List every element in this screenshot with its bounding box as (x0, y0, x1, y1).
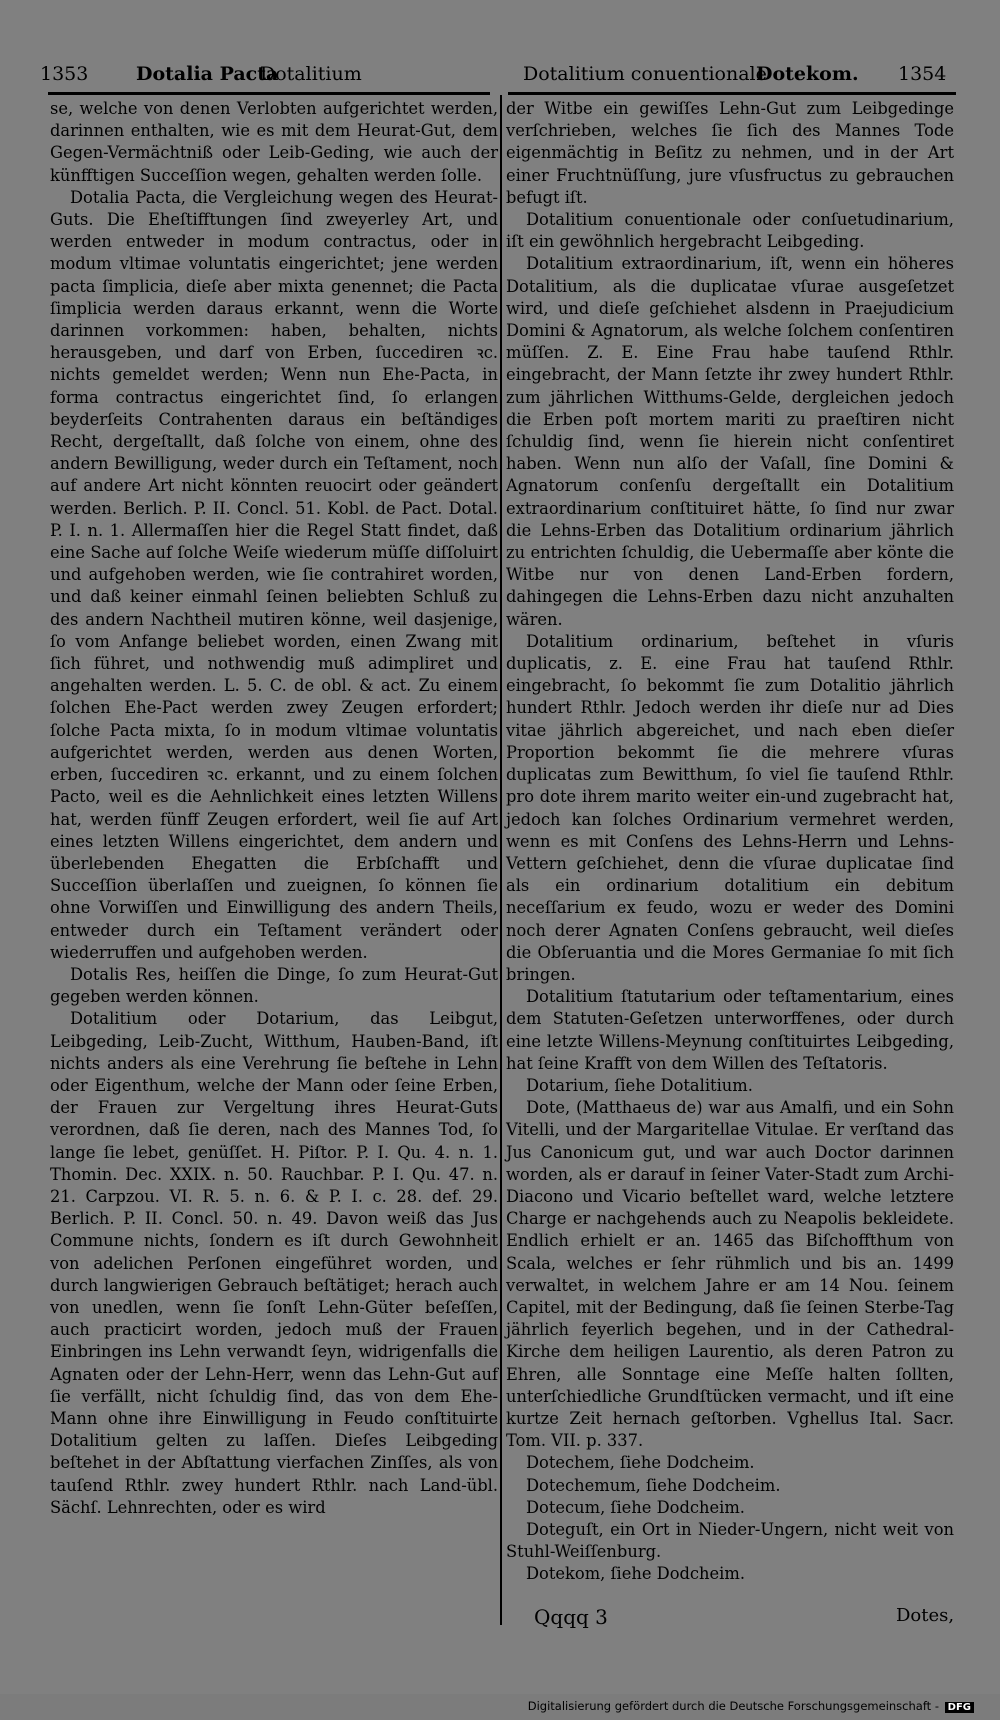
left-column-paragraph: Dotalia Pacta, die Vergleichung wegen des Heurat-Guts. Die Eheſtifftungen ſind zweyerley Art, und werden entweder in modum contractus, oder in modum vltimae voluntatis eingerichtet; jene werden pacta ſimplicia, dieſe aber mixta genennet; die Pacta ſimplicia werden daraus erkannt, wenn die Worte darinnen vorkommen: haben, behalten, nichts herausgeben, und darf von Erben, ſuccediren ꝛc. nichts gemeldet werden; Wenn nun Ehe-Pacta, in forma contractus eingerichtet ſind, ſo erlangen beyderſeits Contrahenten daraus ein beſtändiges Recht, dergeſtallt, daß ſolche von einem, ohne des andern Bewilligung, weder durch ein Teſtament, noch auf andere Art nicht könnten reuocirt oder geändert werden. Berlich. P. II. Concl. 51. Kobl. de Pact. Dotal. P. I. n. 1. Allermaſſen hier die Regel Statt findet, daß eine Sache auf ſolche Weiſe wiederum müſſe diſſoluirt und aufgehoben werden, wie ſie contrahiret worden, und daß keiner einmahl ſeinen beliebten Schluß zu des andern Nachtheil mutiren könne, weil dasjenige, ſo vom Anfange beliebet worden, einen Zwang mit ſich führet, und nothwendig muß adimpliret und angehalten werden. L. 5. C. de obl. & act. Zu einem ſolchen Ehe-Pact werden zwey Zeugen erfordert; ſolche Pacta mixta, ſo in modum vltimae voluntatis aufgerichtet werden, werden aus denen Worten, erben, ſuccediren ꝛc. erkannt, und zu einem ſolchen Pacto, weil es die Aehnlichkeit eines letzten Willens hat, werden fünff Zeugen erfordert, weil ſie auf Art eines letzten Willens eingerichtet, dem andern und überlebenden Ehegatten die Erbſchafft und Succeſſion überlaſſen und zueignen, ſo können ſie ohne Vorwiſſen und Einwilligung des andern Theils, entweder durch ein Teſtament verändert oder wiederruffen und aufgehoben werden. (50, 187, 498, 962)
digitization-footer (528, 1699, 974, 1713)
header-rule-left (48, 92, 490, 95)
dfg-logo: DFG (945, 1702, 974, 1713)
right-column-paragraph: Dotekom, ſiehe Dodcheim. (526, 1564, 745, 1584)
catchword: Dotes, (896, 1605, 955, 1626)
right-column-paragraph: Dotarium, ſiehe Dotalitium. (526, 1075, 753, 1095)
right-column-paragraph: Dotechemum, ſiehe Dodcheim. (526, 1475, 781, 1495)
running-head (40, 62, 960, 90)
right-column-paragraph: Dotalitium ordinarium, beſtehet in vſuris duplicatis, z. E. eine Frau hat tauſend Rthlr. eingebracht, ſo bekommt ſie zum Dotalitio jährlich hundert Rthlr. Jedoch werden ihr dieſe nur ad Dies vitae jährlich abgereichet, und nach eben dieſer Proportion bekommt ſie die mehrere vſuras duplicatas zum Bewitthum, ſo viel ſie tauſend Rthlr. pro dote ihrem marito weiter ein-und zugebracht hat, jedoch kan ſolches Ordinarium vermehret werden, wenn es mit Conſens des Lehns-Herrn und Lehns-Vettern geſchiehet, denn die vſurae duplicatae ſind als ein ordinarium dotalitium ein debitum neceſſarium ex feudo, wozu er weder des Domini noch derer Agnaten Conſens gebraucht, weil dieſes die Obſeruantia und die Mores Germaniae ſo mit ſich bringen. (506, 631, 954, 984)
footer-text: Digitalisierung gefördert durch die Deutsche Forschungsgemeinschaft - (527, 1699, 939, 1713)
right-column-paragraph: Dotalitium ſtatutarium oder teſtamentarium, eines dem Statuten-Geſetzen unterworffenes, oder durch eine letzte Willens-Meynung conſtituirtes Leibgeding, hat ſeine Krafft von dem Willen des Teſtatoris. (506, 987, 954, 1073)
running-head-left-word1: Dotalia Pacta (136, 63, 279, 85)
right-column-paragraph: Doteguſt, ein Ort in Nieder-Ungern, nicht weit von Stuhl-Weiſſenburg. (506, 1520, 954, 1562)
left-column (50, 98, 498, 1519)
page-number-left: 1353 (40, 63, 89, 85)
right-column-paragraph: Dotechem, ſiehe Dodcheim. (526, 1453, 755, 1473)
right-column-paragraph: der Witbe ein gewiſſes Lehn-Gut zum Leibgedinge verſchrieben, welches ſie ſich des Mannes Tode eigenmächtig in Beſitz zu nehmen, und in der Art einer Fruchtnüſſung, jure vſusfructus zu gebrauchen befugt iſt. (506, 99, 954, 207)
header-rule-right (508, 92, 956, 95)
page-number-right: 1354 (898, 63, 947, 85)
running-head-right-word1: Dotalitium conuentionale (523, 63, 767, 85)
right-column-paragraph: Dote, (Matthaeus de) war aus Amalfi, und ein Sohn Vitelli, und der Margaritellae Vitulae. Er verſtand das Jus Canonicum gut, und war auch Doctor darinnen worden, als er darauf in ſeiner Vater-Stadt zum Archi-Diacono und Vicario beſtellet ward, welche letztere Charge er nachgehends auch zu Neapolis bekleidete. Endlich erhielt er an. 1465 das Biſchoffthum von Scala, welches er ſehr rühmlich und bis an. 1499 verwaltet, in welchem Jahre er am 14 Nou. ſeinem Capitel, mit der Bedingung, daß ſie ſeinen Sterbe-Tag jährlich feyerlich begehen, und in der Cathedral-Kirche dem heiligen Laurentio, als deren Patron zu Ehren, alle Sonntage eine Meſſe halten ſollten, unterſchiedliche Grundſtücken vermacht, und iſt eine kurtze Zeit hernach geſtorben. Vghellus Ital. Sacr. Tom. VII. p. 337. (506, 1098, 954, 1451)
right-column-paragraph: Dotecum, ſiehe Dodcheim. (526, 1497, 745, 1517)
signature-mark: Qqqq 3 (534, 1605, 608, 1629)
left-column-paragraph: Dotalitium oder Dotarium, das Leibgut, Leibgeding, Leib-Zucht, Witthum, Hauben-Band, iſt nichts anders als eine Verehrung ſie beſtehe in Lehn oder Eigenthum, welche der Mann oder ſeine Erben, der Frauen zur Vergeltung ihres Heurat-Guts verordnen, daß ſie deren, nach des Mannes Tod, ſo lange ſie lebet, genüſſet. H. Piſtor. P. I. Qu. 4. n. 1. Thomin. Dec. XXIX. n. 50. Rauchbar. P. I. Qu. 47. n. 21. Carpzou. VI. R. 5. n. 6. & P. I. c. 28. def. 29. Berlich. P. II. Concl. 50. n. 49. Davon weiß das Jus Commune nichts, ſondern es iſt durch Gewohnheit von adelichen Perſonen eingeführet worden, und durch langwierigen Gebrauch beſtätiget; herach auch von unedlen, wenn ſie ſonſt Lehn-Güter beſeſſen, auch practicirt worden, jedoch muß der Frauen Einbringen ins Lehn verwandt ſeyn, widrigenfalls die Agnaten oder der Lehn-Herr, wenn das Lehn-Gut auf ſie verfällt, nicht ſchuldig ſind, das von dem Ehe-Mann ohne ihre Einwilligung in Feudo conſtituirte Dotalitium gelten zu laſſen. Dieſes Leibgeding beſtehet in der Abſtattung vierfachen Zinſſes, als von tauſend Rthlr. zwey hundert Rthlr. nach Land-übl. Sächſ. Lehnrechten, oder es wird (50, 1009, 498, 1517)
column-divider (500, 95, 502, 1625)
right-column-paragraph: Dotalitium conuentionale oder conſuetudinarium, iſt ein gewöhnlich hergebracht Leibgeding. (506, 210, 954, 252)
right-column-paragraph: Dotalitium extraordinarium, iſt, wenn ein höheres Dotalitium, als die duplicatae vſurae ausgeſetzet wird, und dieſe geſchiehet alsdenn in Praejudicium Domini & Agnatorum, als welche ſolchem conſentiren müſſen. Z. E. Eine Frau habe tauſend Rthlr. eingebracht, der Mann ſetzte ihr zwey hundert Rthlr. zum jährlichen Witthums-Gelde, dergleichen jedoch die Erben poſt mortem mariti zu praeſtiren nicht ſchuldig ſind, wenn ſie hierein nicht conſentiret haben. Wenn nun alſo der Vaſall, ſine Domini & Agnatorum conſenſu dergeſtallt ein Dotalitium extraordinarium conſtituiret hätte, ſo ſind nur zwar die Lehns-Erben das Dotalitium ordinarium jährlich zu entrichten ſchuldig, die Uebermaſſe aber könte die Witbe nur von denen Land-Erben fordern, dahingegen die Lehns-Erben dazu nicht anzuhalten wären. (506, 254, 954, 629)
running-head-left-word2: Dotalitium (260, 63, 362, 85)
right-column (506, 98, 954, 1586)
left-column-paragraph: se, welche von denen Verlobten aufgerichtet werden, darinnen enthalten, wie es mit dem Heurat-Gut, dem Gegen-Vermächtniß oder Leib-Geding, wie auch der künfftigen Succeſſion wegen, gehalten werden ſolle. (50, 99, 498, 185)
left-column-paragraph: Dotalis Res, heiſſen die Dinge, ſo zum Heurat-Gut gegeben werden können. (50, 964, 498, 1007)
running-head-right-word2: Dotekom. (756, 63, 859, 85)
